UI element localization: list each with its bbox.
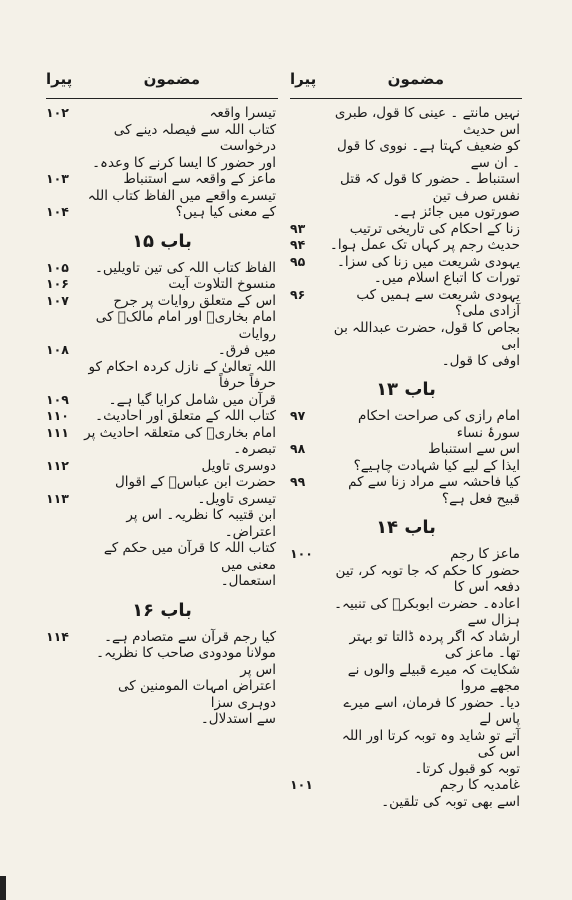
- entry-text: قرآن میں شامل کرایا گیا ہے۔: [108, 391, 276, 408]
- list-item: [290, 320, 522, 353]
- list-item: [290, 237, 522, 254]
- list-item: [290, 474, 522, 507]
- header-page: پیرا: [46, 70, 73, 88]
- entry-text: کتاب اللہ سے فیصلہ دینے کی درخواست: [113, 121, 276, 154]
- entry-text: اسے بھی توبہ کی تلقین۔: [381, 793, 520, 810]
- entry-text: اوفی کا قول۔: [441, 352, 520, 369]
- entry-text: الفاظ کتاب اللہ کی تین تاویلیں۔: [95, 259, 276, 276]
- entry-text: اور حضور کا ایسا کرنے کا وعدہ۔: [92, 154, 276, 171]
- entry-text: زنا کے احکام کی تاریخی ترتیب: [349, 220, 520, 237]
- list-item: [46, 204, 278, 221]
- binding-mark: [0, 876, 6, 900]
- list-item: [46, 425, 278, 458]
- header-subject: مضمون: [387, 70, 444, 88]
- list-item: [290, 441, 522, 458]
- list-item: [46, 408, 278, 425]
- list-item: [290, 254, 522, 271]
- entry-text: آتے تو شاید وہ توبہ کرتا اور اللہ اس کی: [341, 727, 520, 760]
- page-number: ۹۶: [290, 286, 306, 302]
- entry-text: حضور کا حکم کہ جا توبہ کر، تین دفعہ اس کا: [335, 562, 520, 595]
- list-item: [46, 711, 278, 728]
- list-item: [290, 138, 522, 171]
- list-item: [46, 392, 278, 409]
- entry-text: کے معنی کیا ہیں؟: [175, 204, 276, 220]
- list-item: [290, 270, 522, 287]
- list-item: [46, 188, 278, 205]
- entry-text: غامدیہ کا رجم: [439, 777, 520, 793]
- entry-text: ماعز کے واقعہ سے استنباط: [123, 171, 276, 187]
- list-item: [290, 728, 522, 761]
- page-number: ۹۹: [290, 474, 306, 489]
- page-number: ۱۰۰: [290, 546, 313, 561]
- left-column-header: [46, 68, 278, 99]
- entry-text: استعمال۔: [220, 573, 276, 589]
- header-subject: مضمون: [143, 70, 200, 88]
- entry-text: اس کے متعلق روایات پر جرح: [113, 292, 276, 309]
- entry-text: کتاب اللہ کے متعلق اور احادیث۔: [95, 408, 276, 424]
- entry-text: امام رازی کی صراحت احکام سورۂ نساء: [358, 408, 520, 441]
- entry-text: نہیں مانتے ۔ عینی کا قول، طبری اس حدیث: [334, 105, 520, 138]
- list-item: [46, 678, 278, 711]
- list-item: [290, 596, 522, 629]
- right-column: [290, 68, 522, 810]
- entry-text: منسوخ التلاوت آیت: [168, 276, 276, 292]
- entry-text: اعادہ۔ حضرت ابوبکرؓ کی تنبیہ۔ ہزال سے: [334, 595, 520, 628]
- list-item: [290, 629, 522, 662]
- list-item: [290, 546, 522, 563]
- list-item: [46, 491, 278, 508]
- list-item: [290, 353, 522, 370]
- entry-text: ارشاد کہ اگر پردہ ڈالتا تو بہتر تھا۔ ماعز کی: [349, 628, 520, 661]
- entry-text: ایذا کے لیے کیا شہادت چاہیے؟: [353, 457, 520, 474]
- entry-text: اس سے استنباط: [428, 441, 520, 457]
- entry-text: صورتوں میں جائز ہے۔: [392, 204, 520, 220]
- page-number: ۱۰۳: [46, 171, 69, 186]
- entry-text: توبہ کو قبول کرتا۔: [414, 760, 520, 777]
- entry-text: شکایت کہ میرے قبیلے والوں نے مجھے مروا: [347, 661, 520, 694]
- list-item: [290, 458, 522, 475]
- list-item: [290, 408, 522, 441]
- page-number: ۹۴: [290, 237, 306, 252]
- page-number: ۹۵: [290, 253, 306, 269]
- left-column: [46, 68, 278, 728]
- list-item: [46, 171, 278, 188]
- entry-text: استنباط ۔ حضور کا قول کہ قتل نفس صرف تین: [340, 171, 520, 204]
- list-item: [290, 794, 522, 811]
- entry-text: حدیث رجم پر کہاں تک عمل ہوا۔: [329, 237, 520, 253]
- entry-text: یہودی شریعت سے ہمیں کب آزادی ملی؟: [356, 286, 520, 319]
- entry-text: کیا فاحشہ سے مراد زنا سے کم قبیح فعل ہے؟: [348, 474, 520, 507]
- entry-text: امام بخاریؒ کی متعلقہ احادیث پر تبصرہ۔: [84, 424, 276, 457]
- entry-text: اللہ تعالیٰ کے نازل کردہ احکام کو حرفاً حرفاً: [88, 358, 276, 391]
- entry-text: تیسری تاویل۔: [197, 490, 276, 507]
- entry-text: بجاص کا قول، حضرت عبداللہ بن ابی: [333, 319, 520, 352]
- list-item: [46, 540, 278, 573]
- entry-text: کتاب اللہ کا قرآن میں حکم کے معنی میں: [103, 540, 276, 573]
- page-number: ۱۰۶: [46, 276, 69, 291]
- page-number: ۱۰۷: [46, 292, 69, 308]
- list-item: [46, 122, 278, 155]
- list-item: [46, 458, 278, 475]
- entry-text: دیا۔ حضور کا فرمان، اسے میرے پاس لے: [343, 694, 520, 727]
- page-number: ۹۸: [290, 441, 306, 456]
- list-item: [46, 105, 278, 122]
- list-item: [46, 573, 278, 590]
- entry-text: سے استدلال۔: [200, 711, 276, 727]
- list-item: [290, 695, 522, 728]
- entry-text: امام بخاریؒ اور امام مالکؒ کی روایات: [95, 309, 276, 342]
- page-number: ۱۰۲: [46, 105, 69, 120]
- entry-text: یہودی شریعت میں زنا کی سزا۔: [336, 253, 520, 270]
- list-item: [46, 342, 278, 359]
- list-item: [290, 761, 522, 778]
- list-item: [46, 276, 278, 293]
- entry-text: ابن قتیبہ کا نظریہ۔ اس پر اعتراض۔: [126, 507, 276, 540]
- entry-text: اعتراض امہات المومنین کی دوہری سزا: [118, 678, 276, 711]
- list-item: [290, 777, 522, 794]
- page-number: ۱۱۴: [46, 628, 69, 644]
- chapter-heading: باب ۱۵: [132, 230, 192, 252]
- list-item: [46, 293, 278, 310]
- list-item: [46, 645, 278, 678]
- page-number: ۱۰۵: [46, 259, 69, 275]
- page-number: ۹۷: [290, 408, 306, 423]
- list-item: [46, 309, 278, 342]
- chapter-heading: باب ۱۳: [376, 379, 436, 400]
- page-number: ۱۰۱: [290, 777, 313, 792]
- header-page: پیرا: [290, 70, 317, 88]
- list-item: [46, 359, 278, 392]
- list-item: [290, 563, 522, 596]
- list-item: [46, 629, 278, 646]
- list-item: [290, 221, 522, 238]
- list-item: [46, 474, 278, 491]
- right-column-header: [290, 68, 522, 99]
- chapter-heading: باب ۱۴: [376, 517, 436, 538]
- entry-text: حضرت ابن عباسؓ کے اقوال: [114, 474, 276, 490]
- page-number: ۱۱۲: [46, 457, 69, 473]
- entry-text: تیسرا واقعہ: [209, 105, 276, 121]
- page-number: ۱۰۹: [46, 391, 69, 407]
- list-item: [46, 507, 278, 540]
- page-number: ۱۱۳: [46, 490, 69, 506]
- entry-text: میں فرق۔: [217, 342, 276, 358]
- entry-text: کیا رجم قرآن سے متصادم ہے۔: [104, 628, 276, 645]
- list-item: [290, 662, 522, 695]
- page-number: ۱۱۰: [46, 408, 69, 423]
- entry-text: دوسری تاویل: [201, 457, 276, 474]
- entry-text: کو ضعیف کہتا ہے۔ نووی کا قول ۔ ان سے: [336, 138, 520, 171]
- entry-text: تیسرے واقعے میں الفاظ کتاب اللہ: [87, 187, 276, 204]
- page-number: ۱۱۱: [46, 424, 69, 440]
- entry-text: تورات کا اتباع اسلام میں۔: [373, 270, 520, 286]
- list-item: [46, 155, 278, 172]
- page-number: ۱۰۴: [46, 204, 69, 219]
- chapter-heading: باب ۱۶: [132, 599, 192, 621]
- page-number: ۱۰۸: [46, 342, 69, 357]
- page-number: ۹۳: [290, 220, 306, 236]
- list-item: [290, 105, 522, 138]
- list-item: [290, 204, 522, 221]
- entry-text: مولانا مودودی صاحب کا نظریہ۔ اس پر: [96, 645, 276, 678]
- list-item: [290, 287, 522, 320]
- entry-text: ماعز کا رجم: [450, 546, 520, 562]
- list-item: [46, 260, 278, 277]
- list-item: [290, 171, 522, 204]
